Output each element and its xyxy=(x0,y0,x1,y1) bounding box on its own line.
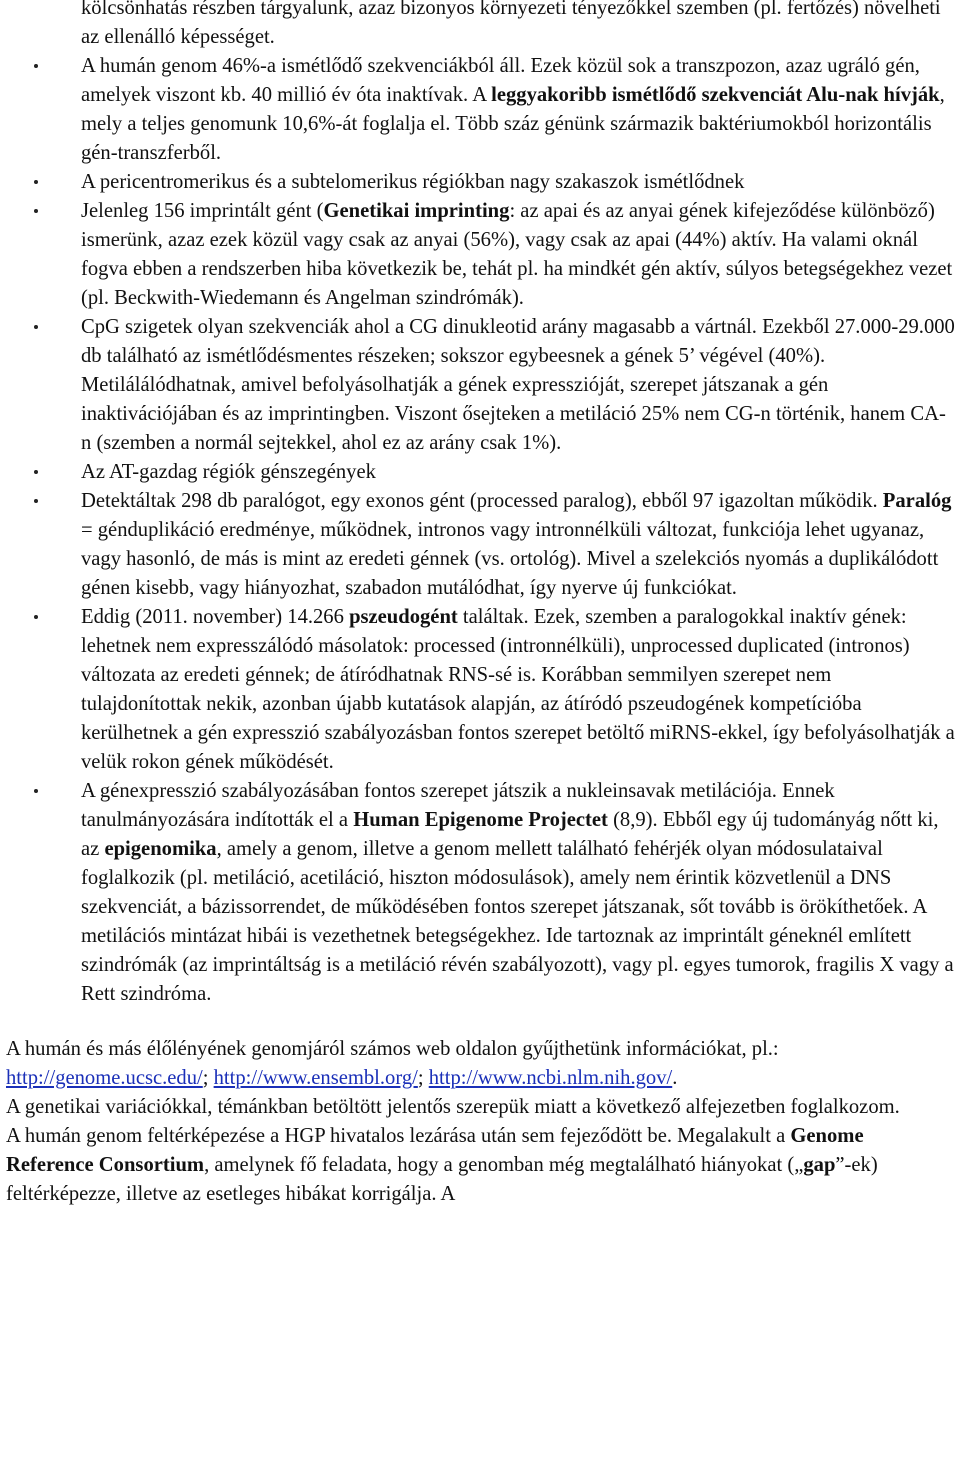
list-item xyxy=(0,458,960,487)
list-item xyxy=(0,168,960,197)
item-text: CpG szigetek olyan szekvenciák ahol a CG dinukleotid arány magasabb a vártnál. Ezekből 27.000-29.000 db található az ismétlődésmentes részeken; sokszor egybeesnek a gének 5’ végével (40%). Metilálálódhatnak, amivel befolyásolhatják a gének expresszióját, szerepet játszanak a gén inaktivációjában és az imprintingben. Viszont ősejteken a metiláció 25% nem CG-n történik, hanem CA-n (szemben a normál sejtekkel, ahol ez az arány csak 1%). xyxy=(81,316,955,454)
item-text: : az apai és az anyai gének kifejeződése különböző) ismerünk, azaz ezek közül vagy csak az anyai (56%), vagy csak az apai (44%) aktív. Ha valami oknál fogva ebben a rendszerben hiba következik be, tehát pl. ha mindkét gén aktív, súlyos betegségekhez vezet (pl. Beckwith-Wiedemann és Angelman szindrómák). xyxy=(81,200,953,309)
footer-paragraph-variations xyxy=(0,1093,960,1122)
item-text: , amely a genom, illetve a genom mellett található fehérjék olyan módosulataival foglalkozik (pl. metiláció, acetiláció, hiszton módosulások), amely nem érintik közvetlenül a DNS szekvenciát, a bázissorrendet, de működésében fontos szerepet játszanak, sőt tovább is örökíthetőek. A metilációs mintázat hibái is vezethetnek betegségekhez. Ide tartoznak az imprintált géneknél említett szindrómák (az imprintáltság is a metiláció révén szabályozott), vagy pl. egyes tumorok, fragilis X vagy a Rett szindróma. xyxy=(81,838,954,1005)
bullet-icon xyxy=(34,499,38,503)
item-bold-text: Human Epigenome Projectet xyxy=(353,809,608,831)
list-item xyxy=(0,0,960,52)
item-text: Az AT-gazdag régiók génszegények xyxy=(81,461,376,483)
item-bold-text: epigenomika xyxy=(104,838,217,860)
footer-paragraph-grc xyxy=(0,1122,960,1209)
item-bold-text: Genetikai imprinting xyxy=(323,200,510,222)
list-item xyxy=(0,487,960,603)
item-text: kölcsönhatás részben tárgyalunk, azaz bizonyos környezeti tényezőkkel szemben (pl. fertőzés) növelheti az ellenálló képességet. xyxy=(81,0,941,48)
footer-paragraph-links xyxy=(0,1035,960,1093)
paragraph-text: , amelynek fő feladata, hogy a genomban még megtalálható hiányokat („ xyxy=(204,1154,804,1176)
item-bold-text: Paralóg xyxy=(882,490,952,512)
paragraph-bold-text: Genome Reference Consortium xyxy=(6,1125,864,1176)
item-bold-text: pszeudogént xyxy=(349,606,458,628)
link-ucsc[interactable]: http://genome.ucsc.edu/ xyxy=(6,1067,203,1089)
item-text: A pericentromerikus és a subtelomerikus régiókban nagy szakaszok ismétlődnek xyxy=(81,171,745,193)
link-ncbi[interactable]: http://www.ncbi.nlm.nih.gov/ xyxy=(428,1067,673,1089)
item-text: Detektáltak 298 db paralógot, egy exonos gént (processed paralog), ebből 97 igazoltan működik. xyxy=(81,490,883,512)
item-text: , mely a teljes genomunk 10,6%-át foglalja el. Több száz génünk származik baktériumokból horizontális gén-transzferből. xyxy=(81,84,945,164)
paragraph-text: A humán genom feltérképezése a HGP hivatalos lezárása után sem fejeződött be. Megalakult a xyxy=(6,1125,791,1147)
separator: ; xyxy=(417,1067,429,1089)
bullet-icon xyxy=(34,470,38,474)
item-text: Jelenleg 156 imprintált gént ( xyxy=(81,200,324,222)
bullet-icon xyxy=(34,180,38,184)
item-text: (8,9). Ebből egy új tudományág nőtt ki, az xyxy=(81,809,939,860)
list-item xyxy=(0,603,960,777)
item-text: A génexpresszió szabályozásában fontos szerepet játszik a nukleinsavak metilációja. Ennek tanulmányozására indították el a xyxy=(81,780,835,831)
list-item xyxy=(0,777,960,1009)
link-ensembl[interactable]: http://www.ensembl.org/ xyxy=(213,1067,418,1089)
bullet-icon xyxy=(34,64,38,68)
paragraph-text: A humán és más élőlényének genomjáról számos web oldalon gyűjthetünk információkat, pl.: xyxy=(6,1038,779,1060)
paragraph-bold-text: gap xyxy=(803,1154,836,1176)
paragraph-text: A genetikai variációkkal, témánkban betöltött jelentős szerepük miatt a következő alfejezetben foglalkozom. xyxy=(6,1096,900,1118)
item-text: találtak. Ezek, szemben a paralogokkal inaktív gének: lehetnek nem expresszálódó másolatok: processed (intronnélküli), unprocessed duplicated (intronos) változata az eredeti génnek; de átíródhatnak RNS-sé is. Korábban semmilyen szerepet nem tulajdonítottak nekik, azonban újabb kutatások alapján, az átíródó pszeudogének kompetícióba kerülhetnek a gén expresszió szabályozásban fontos szerepet betöltő miRNS-ekkel, így befolyásolhatják a velük rokon gének működését. xyxy=(81,606,955,773)
separator: ; xyxy=(202,1067,214,1089)
bullet-icon xyxy=(34,789,38,793)
item-text: A humán genom 46%-a ismétlődő szekvenciákból áll. Ezek közül sok a transzpozon, azaz ugráló gén, amelyek viszont kb. 40 millió év óta inaktívak. A xyxy=(81,55,920,106)
bullet-icon xyxy=(34,325,38,329)
bullet-icon xyxy=(34,615,38,619)
list-item xyxy=(0,197,960,313)
item-bold-text: leggyakoribb ismétlődő szekvenciát Alu-nak hívják xyxy=(491,84,940,106)
paragraph-text: ”-ek) feltérképezze, illetve az esetleges hibákat korrigálja. A xyxy=(6,1154,878,1205)
list-item xyxy=(0,313,960,458)
bullet-icon xyxy=(34,209,38,213)
item-text: = génduplikáció eredménye, működnek, intronos vagy intronnélküli változat, funkciója lehet ugyanaz, vagy hasonló, de más is mint az eredeti génnek (vs. ortológ). Mivel a szelekciós nyomás a duplikálódott génen kisebb, vagy hiányozhat, szabadon mutálódhat, így nyerve új funkciókat. xyxy=(81,519,939,599)
list-item xyxy=(0,52,960,168)
item-text: Eddig (2011. november) 14.266 xyxy=(81,606,350,628)
separator: . xyxy=(672,1067,678,1089)
